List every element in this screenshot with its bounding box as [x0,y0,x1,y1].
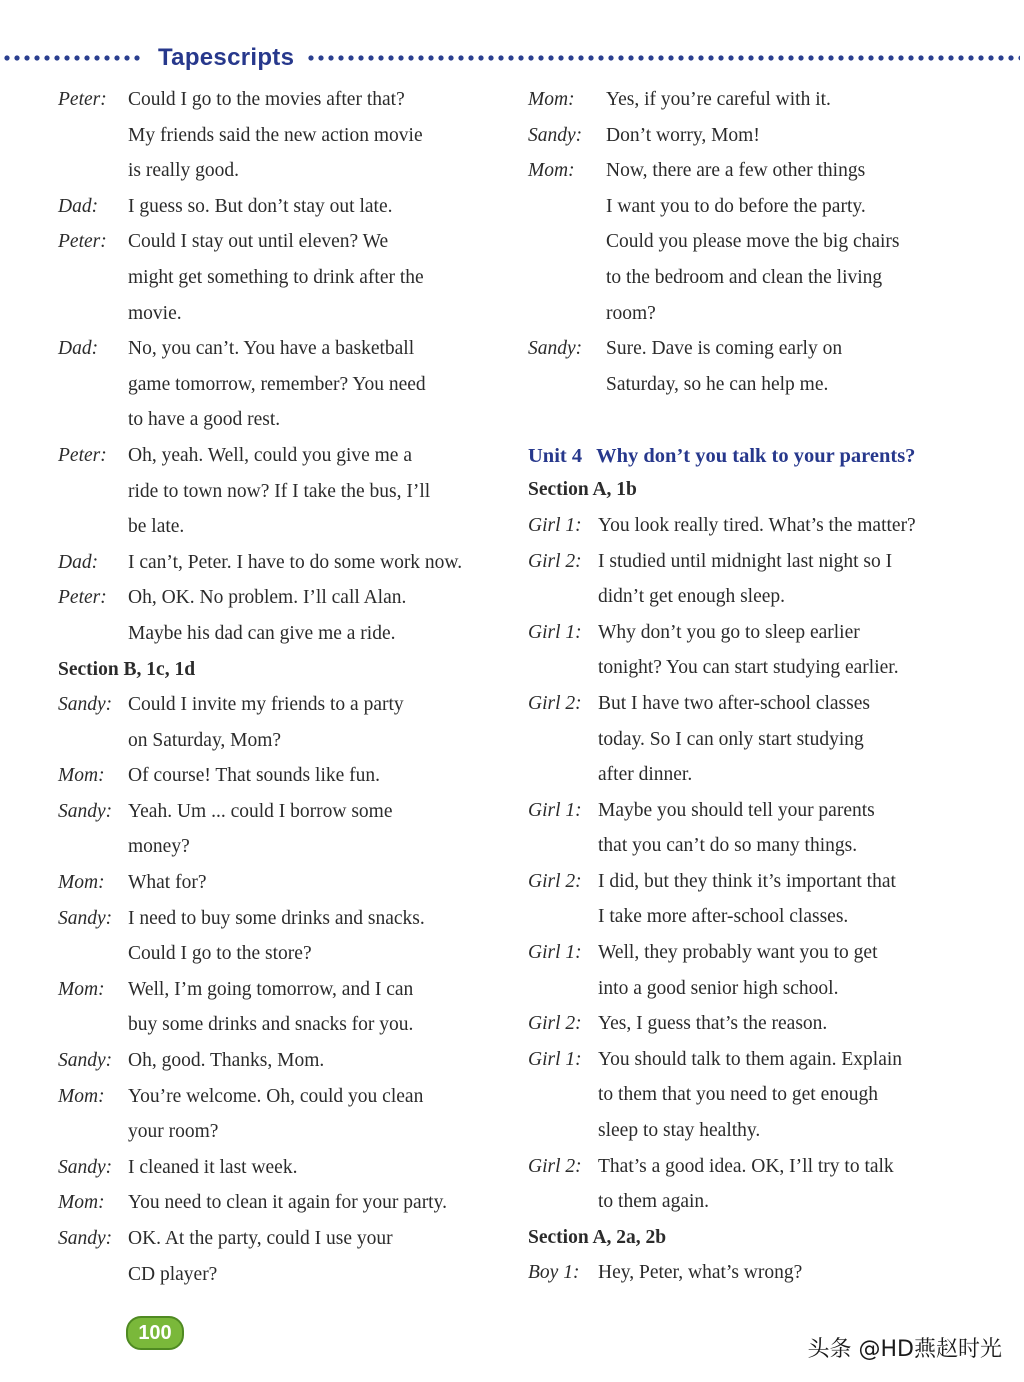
speaker-label: Boy 1: [528,1262,580,1284]
dialogue-turn [58,972,508,1043]
dialogue-turn [58,901,508,972]
dialogue-line [528,296,988,332]
speaker-label: Dad: [58,195,99,217]
dialogue-text: Could I go to the movies after that? [128,89,405,110]
dialogue-text: Yes, if you’re careful with it. [606,89,831,110]
dialogue-line [58,331,508,367]
dialogue-turn [58,545,508,581]
dialogue-text: into a good senior high school. [598,977,839,999]
dialogue-text: be late. [128,516,185,538]
dialogue-turn [58,758,508,794]
dialogue-turn [58,1079,508,1150]
dialogue-text: to the bedroom and clean the living [606,266,883,288]
dialogue-text: Hey, Peter, what’s wrong? [598,1262,803,1284]
dialogue-text: I need to buy some drinks and snacks. [128,907,425,929]
dialogue-line [58,474,508,510]
dialogue-text: on Saturday, Mom? [128,729,282,751]
speaker-label: Girl 1: [528,1048,582,1070]
dialogue-turn [528,686,988,793]
dialogue-text: Oh, yeah. Well, could you give me a [128,444,412,466]
dialogue-text: movie. [128,302,182,324]
speaker-label: Mom: [58,765,105,787]
dialogue-text: your room? [128,1121,219,1143]
dialogue-line [58,687,508,723]
dialogue-line [58,936,508,972]
dialogue-turn [58,1185,508,1221]
header-dots-right [306,55,1020,61]
left-column [58,82,508,1292]
dialogue-turn [528,82,988,118]
dialogue-line [528,1042,988,1078]
speaker-label: Girl 1: [528,621,582,643]
dialogue-text: Sure. Dave is coming early on [606,338,843,360]
dialogue-turn [58,224,508,331]
dialogue-line [528,686,988,722]
dialogue-line [58,1007,508,1043]
header-dots-left [2,55,142,61]
dialogue-text: I studied until midnight last night so I [598,550,893,572]
speaker-label: Mom: [58,1192,105,1214]
dialogue-text: Yes, I guess that’s the reason. [598,1013,828,1035]
dialogue-text: CD player? [128,1263,218,1285]
dialogue-line [58,865,508,901]
speaker-label: Girl 2: [528,1013,582,1035]
dialogue-line [58,545,508,581]
dialogue-text: You’re welcome. Oh, could you clean [128,1085,424,1107]
speaker-label: Peter: [58,587,107,609]
speaker-label: Mom: [58,872,105,894]
dialogue-turn [528,793,988,864]
dialogue-text: Now, there are a few other things [606,160,866,182]
speaker-label: Girl 2: [528,870,582,892]
dialogue-turn [58,1221,508,1292]
dialogue-line [528,367,988,403]
dialogue-line [528,793,988,829]
dialogue-line [58,402,508,438]
right-column [528,82,988,1291]
dialogue-text: Could you please move the big chairs [606,231,900,253]
dialogue-turn [528,1255,988,1291]
unit-heading [528,440,988,472]
dialogue-line [58,1150,508,1186]
dialogue-text: money? [128,836,190,858]
unit-number: Unit 4 [528,445,583,468]
dialogue-text: buy some drinks and snacks for you. [128,1014,414,1036]
dialogue-text: No, you can’t. You have a basketball [128,338,415,360]
dialogue-text: Oh, OK. No problem. I’ll call Alan. [128,587,407,609]
dialogue-line [528,935,988,971]
dialogue-line [528,1149,988,1185]
dialogue-text: I want you to do before the party. [606,195,866,217]
speaker-label: Peter: [58,231,107,253]
dialogue-text: Of course! That sounds like fun. [128,765,381,787]
dialogue-turn [528,508,988,544]
dialogue-text: I take more after-school classes. [598,906,849,928]
speaker-label: Mom: [58,978,105,1000]
dialogue-line [528,118,988,154]
speaker-label: Girl 1: [528,799,582,821]
dialogue-text: to have a good rest. [128,409,281,431]
dialogue-text: Why don’t you go to sleep earlier [598,621,860,643]
dialogue-text: to them again. [598,1191,710,1213]
dialogue-text: Oh, good. Thanks, Mom. [128,1050,325,1072]
dialogue-line [528,224,988,260]
dialogue-turn [58,794,508,865]
watermark: 头条 @HD燕赵时光 [807,1337,1002,1362]
dialogue-line [58,224,508,260]
right-column-bottom [528,472,988,1291]
dialogue-turn [58,331,508,438]
dialogue-line [58,758,508,794]
speaker-label: Sandy: [58,1156,113,1178]
dialogue-line [58,296,508,332]
dialogue-line [528,757,988,793]
dialogue-turn [58,1043,508,1079]
dialogue-text: What for? [128,872,207,894]
dialogue-turn [528,331,988,402]
dialogue-turn [58,82,508,189]
dialogue-turn [528,1042,988,1149]
dialogue-line [528,1006,988,1042]
right-column-top [528,82,988,402]
dialogue-line [528,899,988,935]
dialogue-line [58,580,508,616]
dialogue-line [58,1114,508,1150]
dialogue-line [58,367,508,403]
dialogue-line [528,331,988,367]
dialogue-text: sleep to stay healthy. [598,1120,761,1142]
dialogue-line [528,650,988,686]
dialogue-line [528,615,988,651]
dialogue-turn [528,935,988,1006]
dialogue-text: after dinner. [598,764,693,786]
dialogue-text: I can’t, Peter. I have to do some work now. [128,551,463,573]
dialogue-line [528,153,988,189]
dialogue-line [58,189,508,225]
dialogue-text: But I have two after-school classes [598,692,870,714]
dialogue-line [528,1255,988,1291]
dialogue-text: Well, I’m going tomorrow, and I can [128,978,414,1000]
dialogue-text: You should talk to them again. Explain [598,1048,903,1070]
dialogue-turn [58,438,508,545]
dialogue-text: room? [606,302,656,324]
dialogue-text: Maybe you should tell your parents [598,799,875,821]
dialogue-text: today. So I can only start studying [598,728,864,750]
section-heading: Section A, 1b [528,479,637,501]
dialogue-line [528,82,988,118]
speaker-label: Peter: [58,444,107,466]
speaker-label: Sandy: [58,907,113,929]
dialogue-text: might get something to drink after the [128,266,424,288]
dialogue-line [58,901,508,937]
speaker-label: Mom: [528,160,575,182]
dialogue-line [58,972,508,1008]
speaker-label: Girl 1: [528,942,582,964]
dialogue-turn [58,687,508,758]
dialogue-text: My friends said the new action movie [128,124,423,146]
dialogue-line [528,722,988,758]
dialogue-turn [58,865,508,901]
dialogue-line [528,508,988,544]
dialogue-text: tonight? You can start studying earlier. [598,657,899,679]
dialogue-line [58,723,508,759]
dialogue-text: didn’t get enough sleep. [598,586,786,608]
dialogue-text: Yeah. Um ... could I borrow some [128,800,393,822]
dialogue-line [58,1043,508,1079]
dialogue-text: That’s a good idea. OK, I’ll try to talk [598,1155,894,1177]
dialogue-line [528,864,988,900]
section-heading: Section B, 1c, 1d [58,658,196,680]
dialogue-line [58,509,508,545]
dialogue-turn [528,864,988,935]
speaker-label: Girl 2: [528,550,582,572]
section-heading: Section A, 2a, 2b [528,1226,667,1248]
dialogue-text: Well, they probably want you to get [598,942,878,964]
dialogue-text: I did, but they think it’s important that [598,870,896,892]
dialogue-line [58,616,508,652]
dialogue-text: You need to clean it again for your party. [128,1192,447,1214]
dialogue-line [58,260,508,296]
dialogue-turn [528,615,988,686]
speaker-label: Sandy: [58,1228,113,1249]
dialogue-turn [528,153,988,331]
dialogue-turn [58,580,508,651]
speaker-label: Sandy: [58,800,113,822]
dialogue-text: to them that you need to get enough [598,1084,878,1106]
dialogue-text: Could I go to the store? [128,943,312,965]
speaker-label: Mom: [528,89,575,110]
dialogue-text: I cleaned it last week. [128,1156,298,1178]
dialogue-line [58,1185,508,1221]
speaker-label: Peter: [58,89,107,110]
speaker-label: Sandy: [528,124,583,146]
dialogue-line [528,1184,988,1220]
dialogue-line [528,828,988,864]
dialogue-line [528,579,988,615]
dialogue-line [58,118,508,154]
dialogue-text: Don’t worry, Mom! [606,124,760,146]
dialogue-text: OK. At the party, could I use your [128,1228,393,1249]
dialogue-line [58,153,508,189]
page-number-badge: 100 [126,1316,184,1350]
speaker-label: Mom: [58,1085,105,1107]
dialogue-text: Maybe his dad can give me a ride. [128,622,396,644]
speaker-label: Sandy: [58,694,113,716]
dialogue-line [528,1077,988,1113]
dialogue-text: that you can’t do so many things. [598,835,858,857]
speaker-label: Dad: [58,338,99,360]
page-header [0,38,1024,78]
dialogue-line [58,1257,508,1293]
dialogue-turn [528,118,988,154]
dialogue-line [528,260,988,296]
dialogue-turn [58,1150,508,1186]
dialogue-line [528,971,988,1007]
dialogue-text: Saturday, so he can help me. [606,373,829,395]
dialogue-text: ride to town now? If I take the bus, I’ll [128,480,431,502]
dialogue-text: Could I stay out until eleven? We [128,231,389,253]
page-title: Tapescripts [158,44,295,71]
dialogue-line [58,1079,508,1115]
speaker-label: Sandy: [528,338,583,360]
dialogue-line [528,1113,988,1149]
dialogue-line [528,189,988,225]
speaker-label: Sandy: [58,1050,113,1072]
speaker-label: Girl 1: [528,514,582,536]
dialogue-turn [528,1006,988,1042]
dialogue-turn [58,189,508,225]
dialogue-line [58,829,508,865]
dialogue-line [528,544,988,580]
dialogue-line [58,82,508,118]
dialogue-text: is really good. [128,160,240,182]
dialogue-text: You look really tired. What’s the matter? [598,514,916,536]
dialogue-turn [528,1149,988,1220]
speaker-label: Girl 2: [528,692,582,714]
dialogue-text: game tomorrow, remember? You need [128,373,426,395]
unit-title: Why don’t you talk to your parents? [596,445,916,468]
speaker-label: Girl 2: [528,1155,582,1177]
dialogue-turn [528,544,988,615]
dialogue-line [58,794,508,830]
dialogue-line [58,1221,508,1257]
dialogue-text: Could I invite my friends to a party [128,694,404,716]
dialogue-text: I guess so. But don’t stay out late. [128,195,393,217]
speaker-label: Dad: [58,551,99,573]
dialogue-line [58,438,508,474]
